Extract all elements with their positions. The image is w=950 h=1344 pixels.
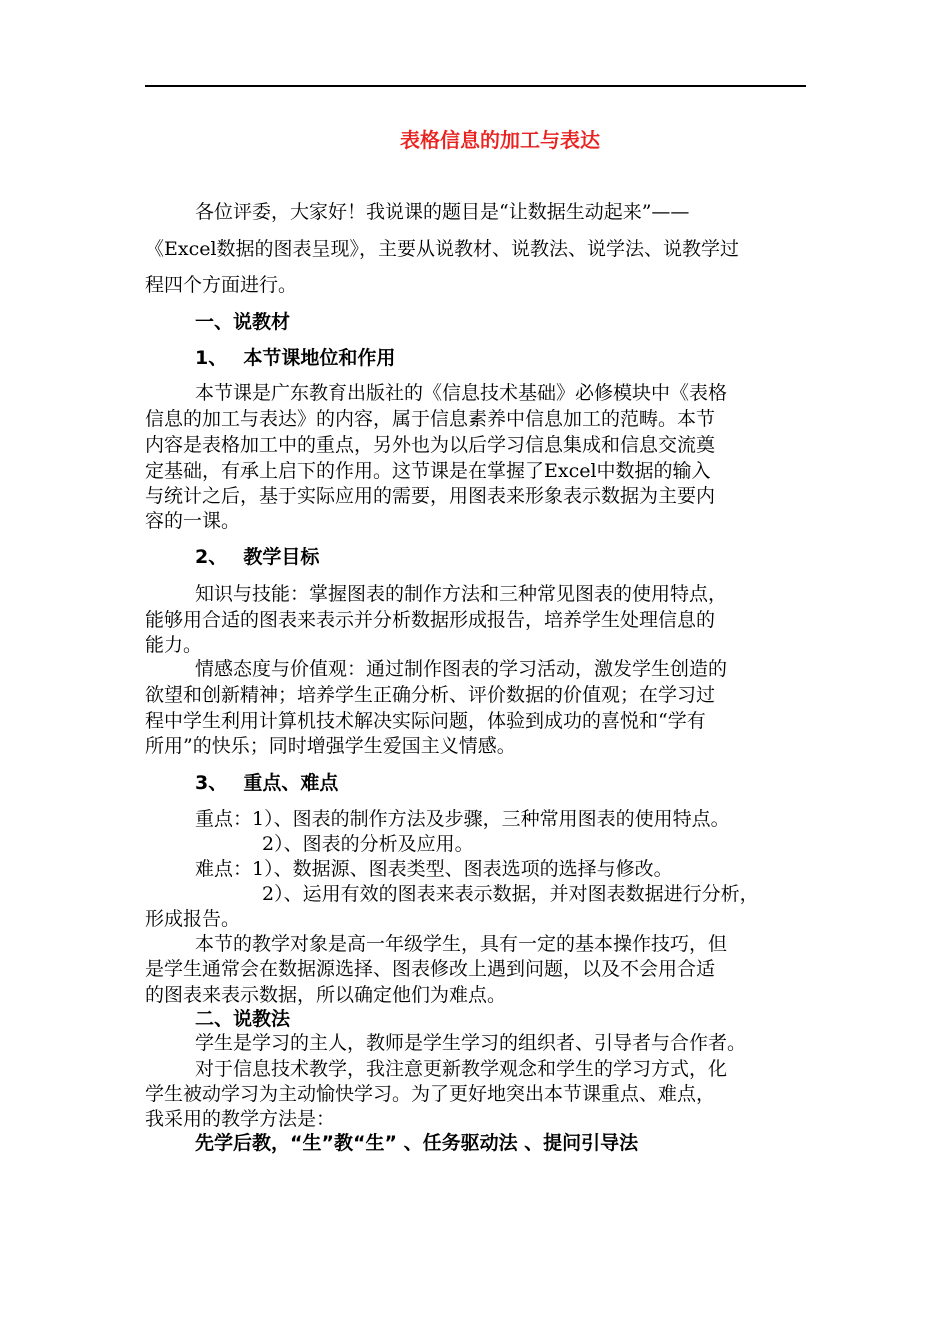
paragraph-line: 能够用合适的图表来表示并分析数据形成报告，培养学生处理信息的 bbox=[145, 609, 716, 631]
document-title: 表格信息的加工与表达 bbox=[400, 128, 600, 152]
paragraph-line: 本节课是广东教育出版社的《信息技术基础》必修模块中《表格 bbox=[195, 382, 728, 404]
header-rule bbox=[145, 85, 806, 87]
subsection-heading: 3、 重点、难点 bbox=[195, 772, 339, 794]
paragraph-line: 容的一课。 bbox=[145, 510, 241, 532]
paragraph-line: 重点：1）、图表的制作方法及步骤，三种常用图表的使用特点。 bbox=[195, 808, 730, 830]
subsection-heading: 1、 本节课地位和作用 bbox=[195, 347, 396, 369]
paragraph-line: 与统计之后，基于实际应用的需要，用图表来形象表示数据为主要内 bbox=[145, 485, 716, 507]
paragraph-line: 信息的加工与表达》的内容，属于信息素养中信息加工的范畴。本节 bbox=[145, 408, 716, 430]
paragraph-line: 能力。 bbox=[145, 634, 203, 656]
section-heading: 二、说教法 bbox=[195, 1008, 291, 1030]
paragraph-line: 形成报告。 bbox=[145, 908, 241, 930]
paragraph-line: 难点：1）、数据源、图表类型、图表选项的选择与修改。 bbox=[195, 858, 673, 880]
paragraph-line: 情感态度与价值观：通过制作图表的学习活动，激发学生创造的 bbox=[195, 658, 728, 680]
paragraph-line: 各位评委，大家好！我说课的题目是“让数据生动起来”—— bbox=[195, 201, 690, 223]
paragraph-line: 所用”的快乐；同时增强学生爱国主义情感。 bbox=[145, 735, 516, 757]
paragraph-line: 欲望和创新精神；培养学生正确分析、评价数据的价值观；在学习过 bbox=[145, 684, 716, 706]
paragraph-line: 的图表来表示数据，所以确定他们为难点。 bbox=[145, 984, 507, 1006]
paragraph-line: 定基础，有承上启下的作用。这节课是在掌握了Excel中数据的输入 bbox=[145, 460, 711, 482]
paragraph-line: 我采用的教学方法是： bbox=[145, 1108, 336, 1130]
subsection-heading: 2、 教学目标 bbox=[195, 546, 320, 568]
paragraph-line: 对于信息技术教学，我注意更新教学观念和学生的学习方式，化 bbox=[195, 1058, 728, 1080]
paragraph-line: 2）、运用有效的图表来表示数据，并对图表数据进行分析， bbox=[262, 883, 759, 905]
paragraph-line: 内容是表格加工中的重点，另外也为以后学习信息集成和信息交流奠 bbox=[145, 434, 716, 456]
paragraph-line: 学生是学习的主人，教师是学生学习的组织者、引导者与合作者。 bbox=[195, 1032, 747, 1054]
paragraph-line: 《Excel数据的图表呈现》，主要从说教材、说教法、说学法、说教学过 bbox=[145, 238, 740, 260]
paragraph-line: 本节的教学对象是高一年级学生，具有一定的基本操作技巧，但 bbox=[195, 933, 728, 955]
paragraph-line: 程中学生利用计算机技术解决实际问题，体验到成功的喜悦和“学有 bbox=[145, 710, 706, 732]
paragraph-line: 是学生通常会在数据源选择、图表修改上遇到问题，以及不会用合适 bbox=[145, 958, 716, 980]
paragraph-line: 2）、图表的分析及应用。 bbox=[262, 833, 474, 855]
paragraph-line: 知识与技能：掌握图表的制作方法和三种常见图表的使用特点， bbox=[195, 583, 728, 605]
paragraph-line: 程四个方面进行。 bbox=[145, 274, 298, 296]
section-heading: 一、说教材 bbox=[195, 311, 291, 333]
methods-line: 先学后教，“生”教“生” 、任务驱动法 、提问引导法 bbox=[195, 1132, 639, 1154]
paragraph-line: 学生被动学习为主动愉快学习。为了更好地突出本节课重点、难点， bbox=[145, 1083, 716, 1105]
